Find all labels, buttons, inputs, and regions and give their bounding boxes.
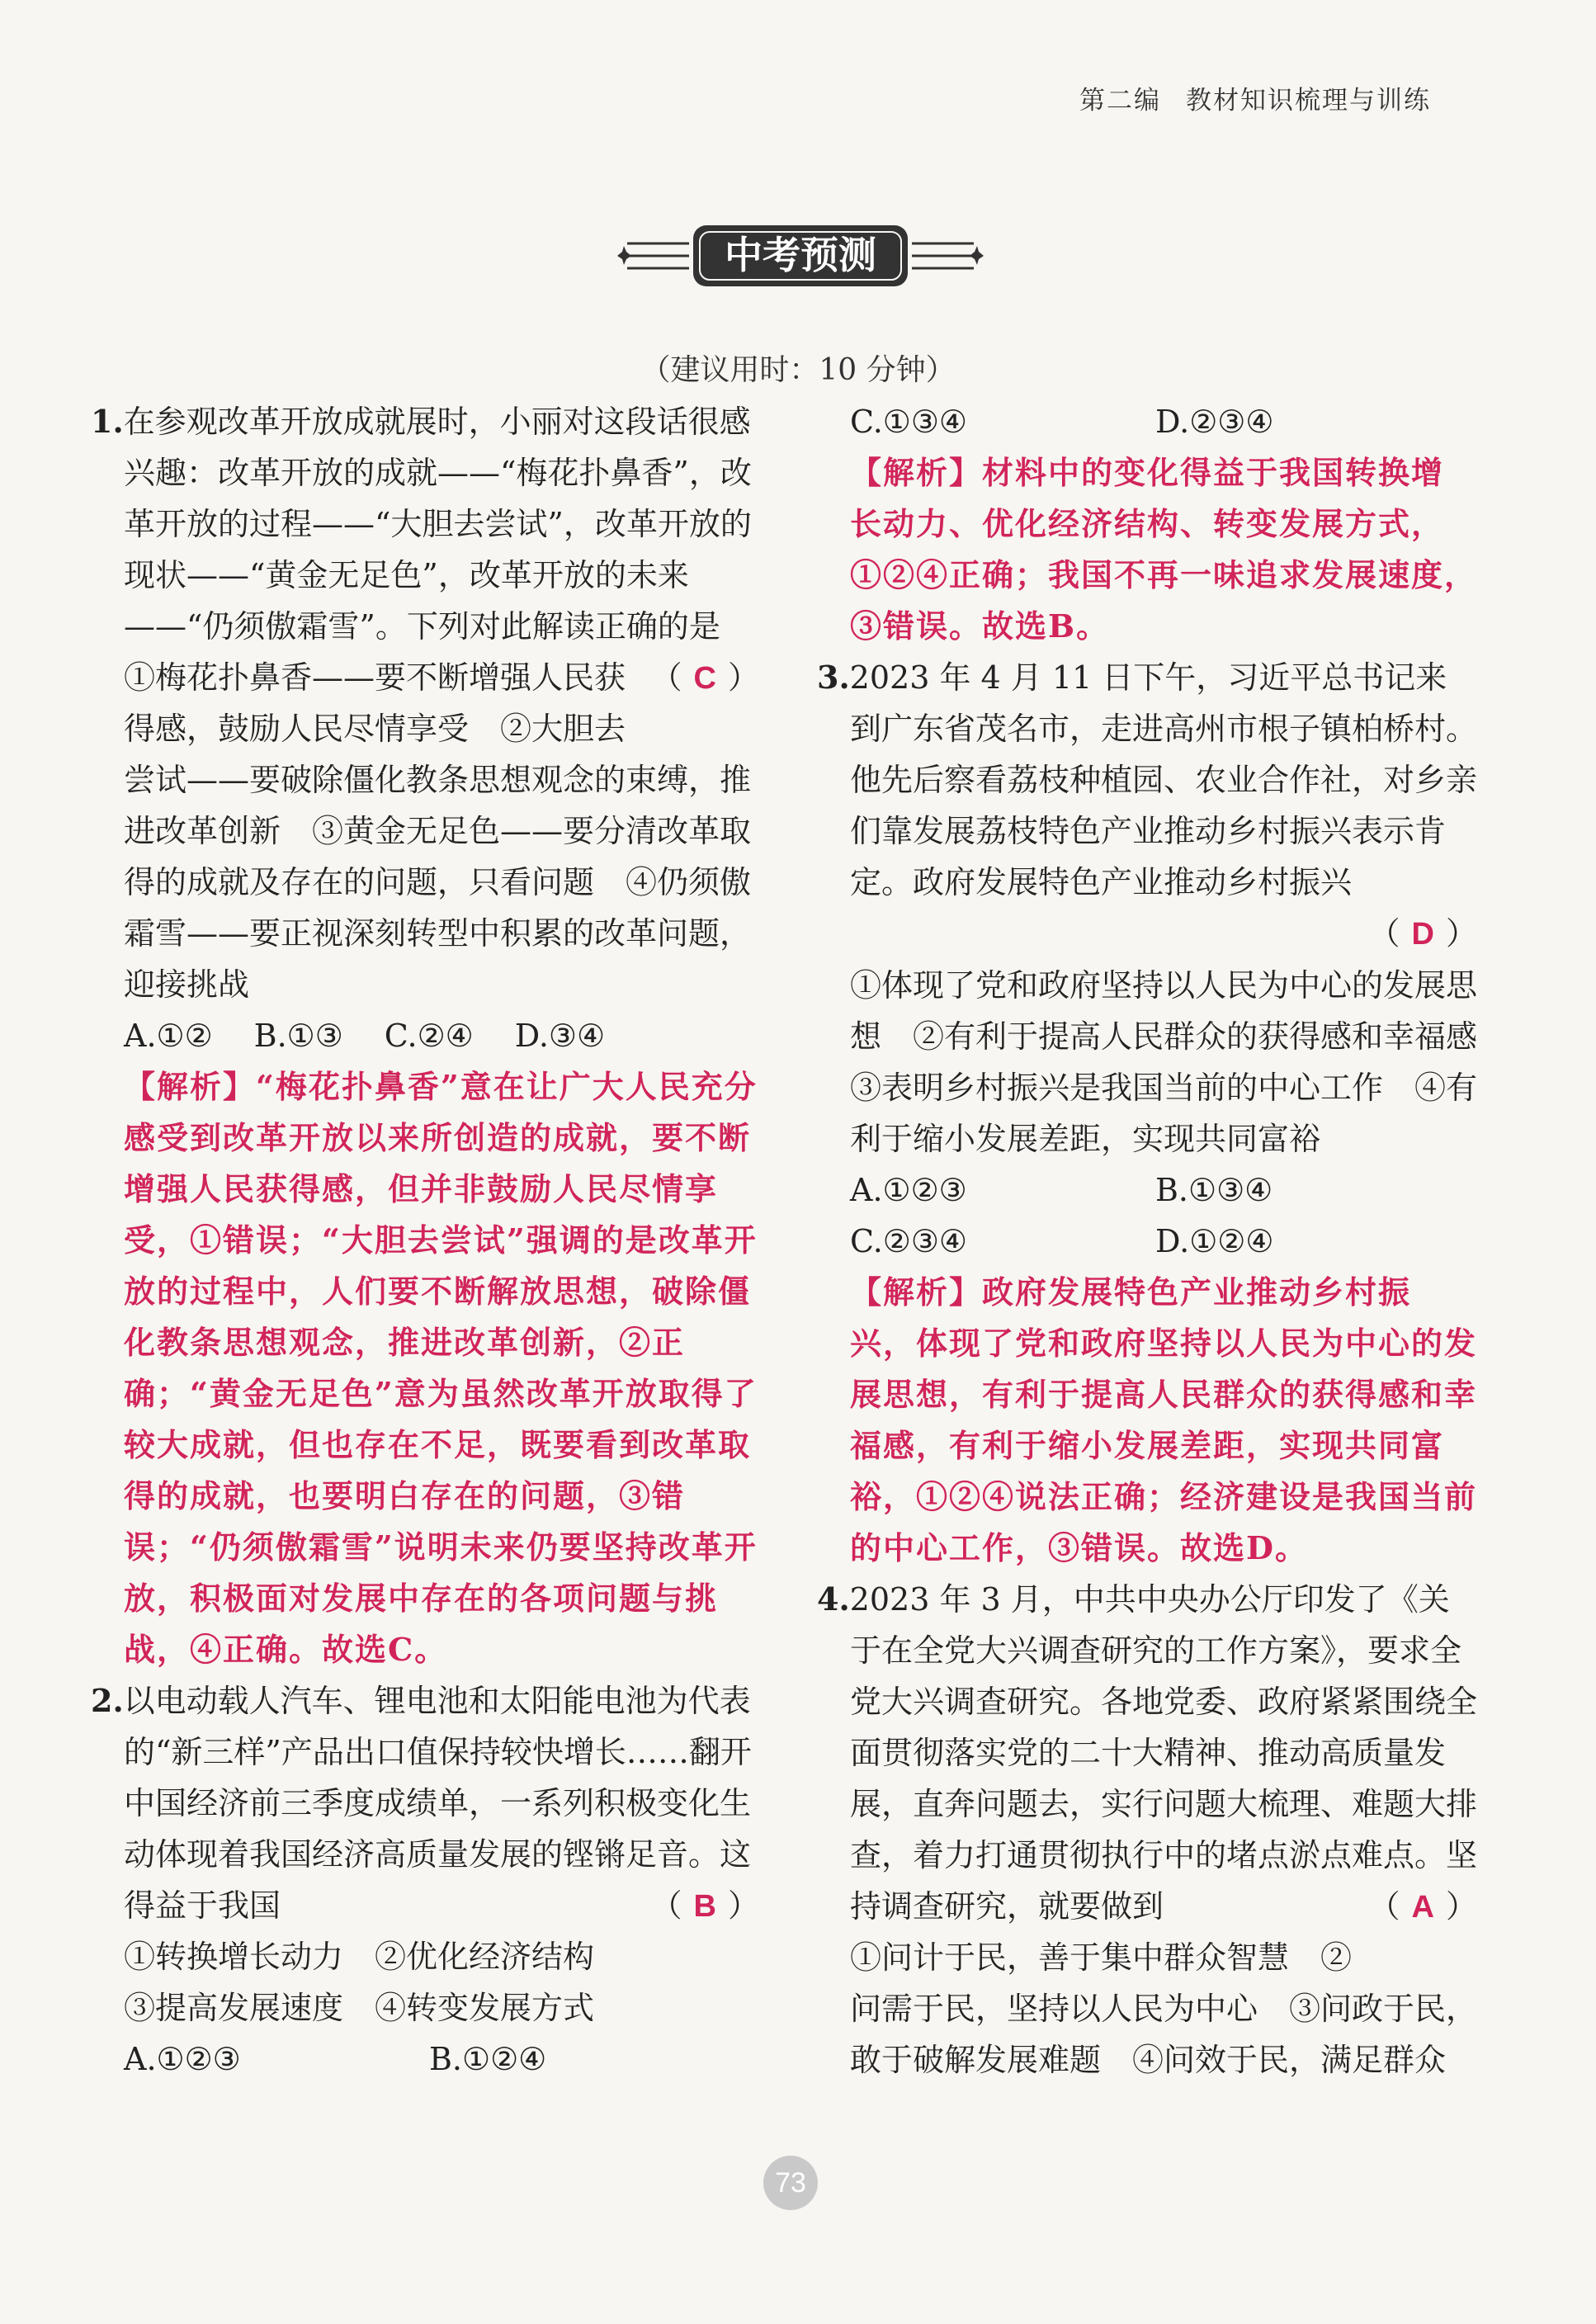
question-number: 2. xyxy=(91,1682,124,1719)
question-2-continued xyxy=(850,396,1477,652)
option-a: A.①②③ xyxy=(124,2041,241,2077)
answer-bracket: （ D ） xyxy=(1368,915,1477,952)
answer-bracket: （ A ） xyxy=(1368,1888,1477,1925)
statements: ①体现了党和政府坚持以人民为中心的发展思想 ②有利于提高人民群众的获得感和幸福感 ③表明乡村振兴是我国当前的中心工作 ④有利于缩小发展差距，实现共同富裕 xyxy=(850,967,1509,1157)
analysis-text: 材料中的变化得益于我国转换增长动力、优化经济结构、转变发展方式，①②④正确；我国不再一味追求发展速度，③错误。故选B。 xyxy=(850,454,1478,645)
question-3 xyxy=(817,652,1509,1574)
question-2 xyxy=(91,1675,759,2085)
option-d: D.②③④ xyxy=(1155,404,1274,440)
option-a: A.①② xyxy=(124,1018,213,1054)
left-column xyxy=(91,396,759,2085)
option-c: C.②③④ xyxy=(850,1223,967,1259)
option-b: B.①③ xyxy=(253,1018,343,1054)
analysis-text: 政府发展特色产业推动乡村振兴，体现了党和政府坚持以人民为中心的发展思想，有利于提高人民群众的获得感和幸福感，有利于缩小发展差距，实现共同富裕，①②④说法正确；经济建设是我国当前的中心工作，③错误。故选D。 xyxy=(850,1273,1478,1566)
analysis xyxy=(850,1267,1477,1574)
answer-letter: B xyxy=(693,1889,716,1924)
question-number: 4. xyxy=(817,1580,850,1618)
section-banner xyxy=(611,210,990,301)
statements: ①问计于民，善于集中群众智慧 ②问需于民，坚持以人民为中心 ③问政于民，敢于破解发展难题 ④问效于民，满足群众 xyxy=(850,1939,1478,2078)
header-part: 第二编 xyxy=(1079,86,1161,116)
option-d: D.③④ xyxy=(514,1018,606,1054)
option-b: B.①②④ xyxy=(429,2041,547,2077)
analysis-tag: 【解析】 xyxy=(850,454,983,491)
option-c: C.①③④ xyxy=(850,404,967,440)
analysis-text: “梅花扑鼻香”意在让广大人民充分感受到改革开放以来所创造的成就，要不断增强人民获得感，但并非鼓励人民尽情享受，①错误；“大胆去尝试”强调的是改革开放的过程中，人们要不断解放思想，破除僵化教条思想观念，推进改革创新，②正确；“黄金无足色”意为虽然改革开放取得了较大成就，但也存在不足，既要看到改革取得的成就，也要明白存在的问题，③错误；“仍须傲霜雪”说明未来仍要坚持改革开放，积极面对发展中存在的各项问题与挑战，④正确。故选C。 xyxy=(124,1068,758,1668)
options xyxy=(850,1164,1477,1267)
banner-decoration xyxy=(611,210,990,301)
answer-letter: C xyxy=(693,661,716,696)
statements: ①转换增长动力 ②优化经济结构 ③提高发展速度 ④转变发展方式 xyxy=(124,1939,626,2026)
statements: ①梅花扑鼻香——要不断增强人民获得感，鼓励人民尽情享受 ②大胆去尝试——要破除僵化教条思想观念的束缚，推进改革创新 ③黄金无足色——要分清改革取得的成就及存在的问题，只看问题 ④仍须傲霜雪——要正视深刻转型中积累的改革问题，迎接挑战 xyxy=(124,659,752,1003)
question-number: 1. xyxy=(91,403,124,440)
right-column xyxy=(817,396,1509,2085)
answer-letter: D xyxy=(1411,917,1434,952)
answer-bracket: （ C ） xyxy=(650,659,759,696)
question-stem: 在参观改革开放成就展时，小丽对这段话很感兴趣：改革开放的成就——“梅花扑鼻香”，改革开放的过程——“大胆去尝试”，改革开放的现状——“黄金无足色”，改革开放的未来——“仍须傲霜雪”。下列对此解读正确的是 xyxy=(123,404,752,645)
banner-title: 中考预测 xyxy=(725,233,876,277)
suggested-time: （建议用时：10 分钟） xyxy=(640,353,956,387)
running-header xyxy=(1079,79,1431,116)
options xyxy=(124,1010,759,1061)
question-number: 3. xyxy=(817,659,850,696)
options xyxy=(850,396,1477,447)
option-c: C.②④ xyxy=(384,1018,474,1054)
option-b: B.①③④ xyxy=(1155,1172,1273,1208)
options xyxy=(124,2034,759,2085)
header-section: 教材知识梳理与训练 xyxy=(1186,86,1431,116)
analysis xyxy=(850,447,1477,652)
question-stem: 2023 年 3 月，中共中央办公厅印发了《关于在全党大兴调查研究的工作方案》，要求全党大兴调查研究。各地党委、政府紧紧围绕全面贯彻落实党的二十大精神、推动高质量发展，直奔问题去，实行问题大梳理、难题大排查，着力打通贯彻执行中的堵点淤点难点。坚持调查研究，就要做到 xyxy=(849,1581,1478,1925)
question-4 xyxy=(817,1574,1478,2085)
question-stem: 以电动载人汽车、锂电池和太阳能电池为代表的“新三样”产品出口值保持较快增长……翻开中国经济前三季度成绩单，一系列积极变化生动体现着我国经济高质量发展的铿锵足音。这得益于我国 xyxy=(123,1683,752,1924)
answer-letter: A xyxy=(1411,1890,1434,1925)
analysis-tag: 【解析】 xyxy=(124,1068,257,1105)
page-number: 73 xyxy=(763,2156,818,2210)
option-a: A.①②③ xyxy=(850,1172,967,1208)
question-stem: 2023 年 4 月 11 日下午，习近平总书记来到广东省茂名市，走进高州市根子镇柏桥村。他先后察看荔枝种植园、农业合作社，对乡亲们靠发展荔枝特色产业推动乡村振兴表示肯定。政府发展特色产业推动乡村振兴 xyxy=(849,659,1478,900)
question-1 xyxy=(91,396,759,1675)
option-d: D.①②④ xyxy=(1155,1223,1274,1259)
analysis-tag: 【解析】 xyxy=(850,1273,983,1311)
answer-bracket: （ B ） xyxy=(650,1887,759,1924)
analysis xyxy=(124,1061,759,1675)
